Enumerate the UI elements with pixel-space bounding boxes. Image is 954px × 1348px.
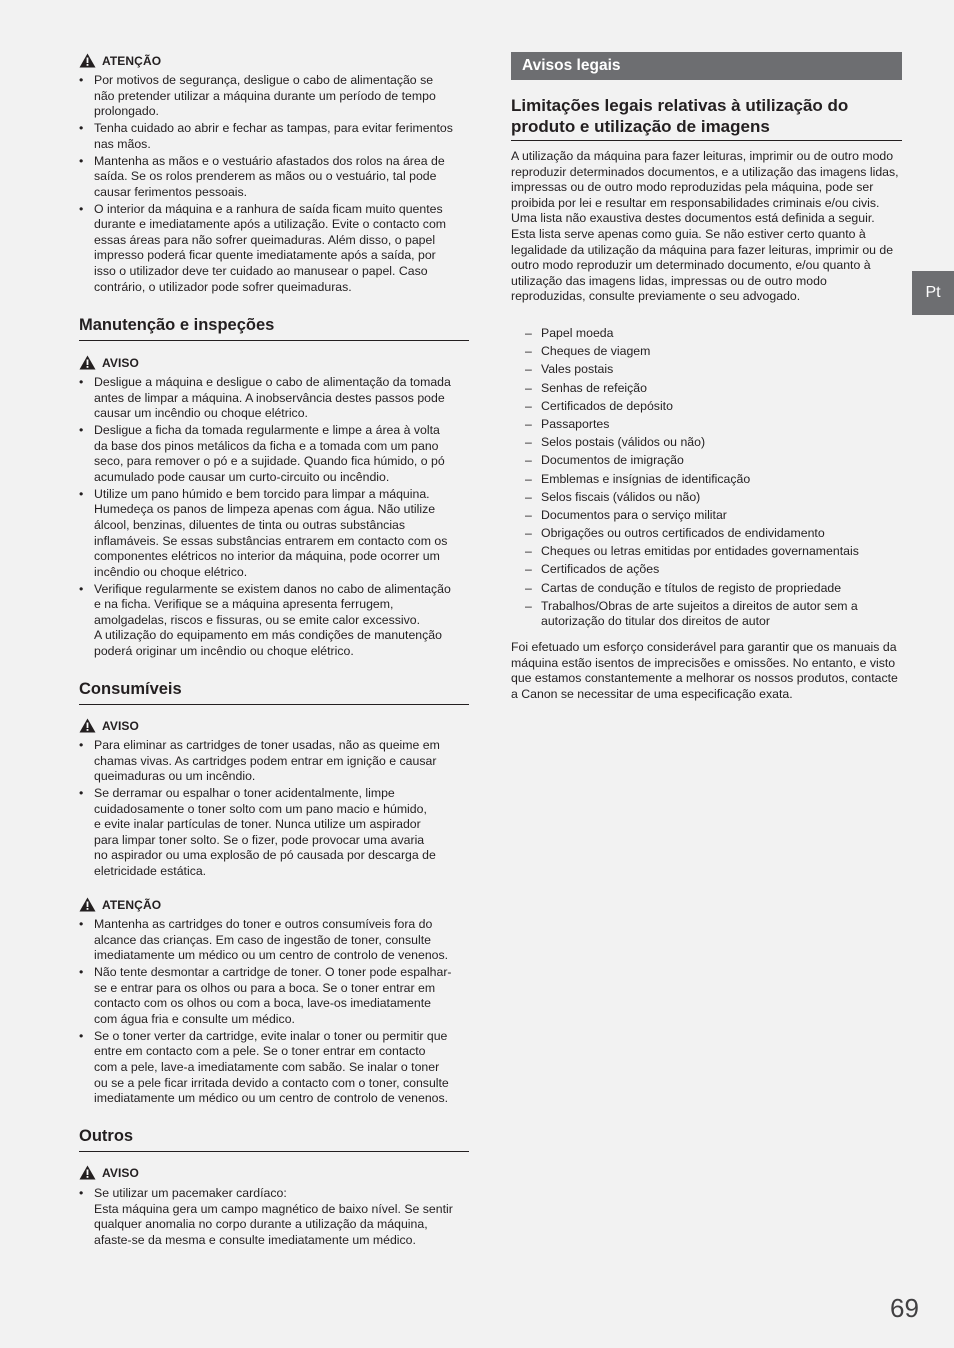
others-list [79,1186,469,1250]
warning-heading [79,1165,139,1180]
warning-triangle-icon [79,1165,96,1180]
warning-heading [79,718,139,733]
list-item: – Cheques ou letras emitidas por entidades governamentais [525,544,902,560]
list-item: • O interior da máquina e a ranhura de saída ficam muito quentes durante e imediatamente após a utilização. Evite o contacto com essas áreas para não sofrer queimaduras. Além disso, o papel impresso poderá ficar quente imediatamente após a saída, por isso o utilizador deve ter cuidado ao manusear o papel. Caso contrário, o utilizador pode sofrer queimaduras. [79,202,469,296]
list-item: – Selos postais (válidos ou não) [525,435,902,451]
warning-label: AVISO [102,1165,139,1180]
list-item: – Cheques de viagem [525,344,902,360]
warning-triangle-icon [79,53,96,68]
closing-paragraph: Foi efetuado um esforço considerável para garantir que os manuais da máquina estão isentos de imprecisões e omissões. No entanto, e visto que estamos constantemente a melhorar os nossos produtos, contacte a Canon se necessitar de uma especificação exata. [511,640,898,701]
consumables-warning-list [79,738,469,881]
list-item: • Mantenha as cartridges do toner e outros consumíveis fora do alcance das crianças. Em caso de ingestão de toner, consulte imediatamente um médico ou um centro de controlo de venenos. [79,917,469,964]
intro-paragraph: A utilização da máquina para fazer leituras, imprimir ou de outro modo reproduzir determinados documentos, e a utilização das imagens lidas, impressas ou de outro modo reproduzidas pela máquina, pode ser proibida por lei e resultar em responsabilidades criminais e/ou civis. Uma lista não exaustiva destes documentos está definida a seguir. Esta lista serve apenas como guia. Se não estiver certo quanto à legalidade da utilização da máquina para fazer leituras, imprimir ou de outro modo reproduzir um determinado documento, e/ou quanto à utilização das imagens lidas, impressas ou de outro modo reproduzidas, consulte previamente o seu advogado. [511,149,899,304]
legal-heading: Limitações legais relativas à utilização do produto e utilização de imagens [511,95,902,141]
list-item: • Tenha cuidado ao abrir e fechar as tampas, para evitar ferimentos nas mãos. [79,121,469,152]
maintenance-list [79,375,469,661]
list-item: – Cartas de condução e títulos de registo de propriedade [525,581,902,597]
page-number: 69 [890,1293,919,1323]
list-item: – Documentos de imigração [525,453,902,469]
list-item: – Vales postais [525,362,902,378]
list-item: – Emblemas e insígnias de identificação [525,472,902,488]
section-bar [511,52,902,80]
list-item: • Utilize um pano húmido e bem torcido para limpar a máquina. Humedeça os panos de limpeza apenas com água. Não utilize álcool, benzinas, diluentes de tinta ou outras substâncias inflamáveis. Se essas substâncias entrarem em contacto com os componentes elétricos no interior da máquina, pode ocorrer um incêndio ou choque elétrico. [79,487,469,581]
list-item: • Mantenha as mãos e o vestuário afastados dos rolos na área de saída. Se os rolos prenderem as mãos ou o vestuário, tal pode causar ferimentos pessoais. [79,154,469,201]
list-item: – Certificados de depósito [525,399,902,415]
list-item: – Certificados de ações [525,562,902,578]
consumables-caution-list [79,917,469,1108]
list-item: • Desligue a ficha da tomada regularmente e limpe a área à volta da base dos pinos metálicos da ficha e a tomada com um pano seco, para remover o pó e a sujidade. Quando fica húmido, o pó acumulado pode causar um curto-circuito ou incêndio. [79,423,469,485]
warning-label: AVISO [102,718,139,733]
section-title-maintenance: Manutenção e inspeções [79,316,469,341]
list-item: • Se utilizar um pacemaker cardíaco: Esta máquina gera um campo magnético de baixo nível. Se sentir qualquer anomalia no corpo durante a utilização da máquina, afaste-se da mesma e consulte imediatamente um médico. [79,1186,469,1248]
language-tab: Pt [912,271,954,315]
warning-triangle-icon [79,355,96,370]
warning-triangle-icon [79,897,96,912]
documents-list [525,326,902,633]
list-item: • Para eliminar as cartridges de toner usadas, não as queime em chamas vivas. As cartridges podem entrar em ignição e causar queimaduras ou um incêndio. [79,738,469,785]
list-item: – Obrigações ou outros certificados de endividamento [525,526,902,542]
list-item: • Se derramar ou espalhar o toner acidentalmente, limpe cuidadosamente o toner solto com um pano macio e húmido, e evite inalar partículas de toner. Nunca utilize um aspirador para limpar toner solto. Se o fizer, pode provocar uma avaria no aspirador ou uma explosão de pó causada por descarga de eletricidade estática. [79,786,469,880]
caution-list [79,73,469,297]
list-item: – Trabalhos/Obras de arte sujeitos a direitos de autor sem a autorização do titular dos direitos de autor [525,599,902,630]
list-item: – Papel moeda [525,326,902,342]
list-item: – Selos fiscais (válidos ou não) [525,490,902,506]
list-item: – Senhas de refeição [525,381,902,397]
caution-heading [79,53,161,68]
list-item: • Não tente desmontar a cartridge de toner. O toner pode espalhar- se e entrar para os olhos ou para a boca. Se o toner entrar em contacto com os olhos ou com a boca, lave-os imediatamente com água fria e consulte um médico. [79,965,469,1027]
list-item: • Desligue a máquina e desligue o cabo de alimentação da tomada antes de limpar a máquina. A inobservância destes passos pode causar um incêndio ou choque elétrico. [79,375,469,422]
list-item: – Documentos para o serviço militar [525,508,902,524]
warning-heading [79,355,139,370]
caution-label: ATENÇÃO [102,53,162,68]
section-title-consumables: Consumíveis [79,680,469,705]
list-item: • Verifique regularmente se existem danos no cabo de alimentação e na ficha. Verifique se a máquina apresenta ferrugem, amolgadelas, riscos e fissuras, ou se emite calor excessivo. A utilização do equipamento em más condições de manutenção poderá originar um incêndio ou choque elétrico. [79,582,469,660]
section-bar-title: Avisos legais [522,57,621,74]
list-item: • Se o toner verter da cartridge, evite inalar o toner ou permitir que entre em contacto com a pele. Se o toner entrar em contacto com a pele, lave-a imediatamente com sabão. Se inalar o toner ou se a pele ficar irritada devido a contacto com o toner, consulte imediatamente um médico ou um centro de controlo de venenos. [79,1029,469,1107]
warning-label: AVISO [102,355,139,370]
caution-heading [79,897,161,912]
list-item: • Por motivos de segurança, desligue o cabo de alimentação se não pretender utilizar a máquina durante um período de tempo prolongado. [79,73,469,120]
warning-triangle-icon [79,718,96,733]
list-item: – Passaportes [525,417,902,433]
section-title-others: Outros [79,1127,469,1152]
caution-label: ATENÇÃO [102,897,162,912]
